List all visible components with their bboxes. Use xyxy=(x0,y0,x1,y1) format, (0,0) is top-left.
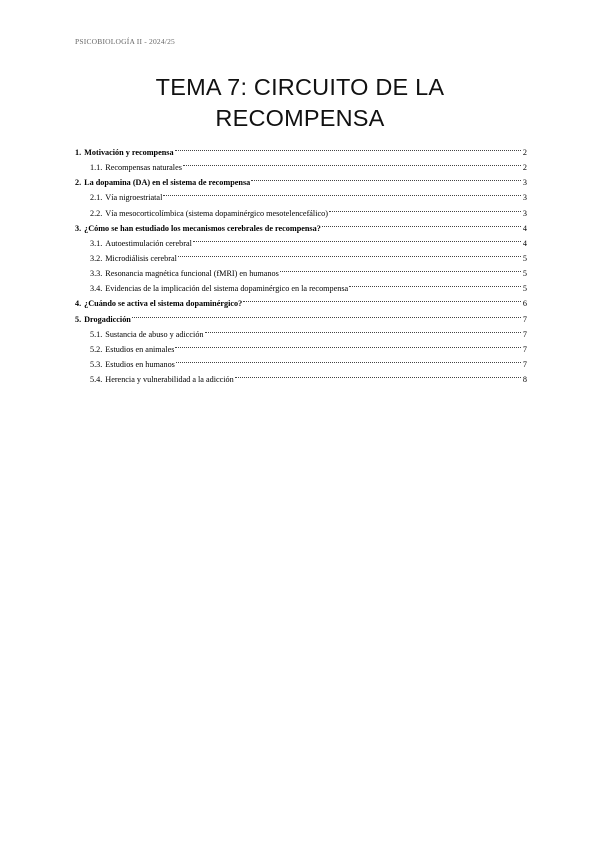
toc-page-number: 7 xyxy=(522,359,527,369)
toc-page-number: 5 xyxy=(522,284,527,294)
toc-dot-leader xyxy=(175,140,521,155)
toc-entry-number: 1. xyxy=(75,148,82,157)
toc-subsection-entry[interactable] xyxy=(75,322,527,337)
toc-page-number: 3 xyxy=(522,178,527,188)
toc-section-entry[interactable] xyxy=(75,140,527,155)
toc-dot-leader xyxy=(176,352,521,367)
toc-entry-number: 3.3. xyxy=(90,269,103,279)
toc-dot-leader xyxy=(183,155,521,170)
toc-page-number: 4 xyxy=(522,223,527,233)
toc-entry-title: Estudios en animales xyxy=(105,344,175,354)
toc-page-number: 4 xyxy=(522,238,527,248)
toc-page-number: 3 xyxy=(522,193,527,203)
document-title-line-1: TEMA 7: CIRCUITO DE LA xyxy=(155,74,445,100)
toc-dot-leader xyxy=(132,307,521,322)
table-of-contents xyxy=(75,140,527,385)
toc-dot-leader xyxy=(349,276,521,291)
toc-entry-number: 5.1. xyxy=(90,329,103,339)
toc-entry-number: 5.4. xyxy=(90,375,103,385)
toc-entry-number: 1.1. xyxy=(90,163,103,173)
toc-entry-number: 3.1. xyxy=(90,238,103,248)
toc-entry-number: 2.1. xyxy=(90,193,103,203)
toc-entry-title: La dopamina (DA) en el sistema de recompensa xyxy=(84,178,251,188)
toc-entry-title: Autoestimulación cerebral xyxy=(105,238,192,248)
toc-entry-number: 5. xyxy=(75,314,82,324)
toc-dot-leader xyxy=(251,170,521,185)
toc-dot-leader xyxy=(205,322,521,337)
toc-entry-number: 3.4. xyxy=(90,284,103,294)
toc-entry-title: Recompensas naturales xyxy=(105,163,182,173)
toc-entry-title: Motivación y recompensa xyxy=(84,148,174,157)
toc-entry-title: Sustancia de abuso y adicción xyxy=(105,329,204,339)
toc-page-number: 2 xyxy=(522,163,527,173)
toc-entry-number: 4. xyxy=(75,299,82,309)
toc-entry-title: Drogadicción xyxy=(84,314,131,324)
toc-page-number: 7 xyxy=(522,329,527,339)
toc-entry-title: Resonancia magnética funcional (fMRI) en humanos xyxy=(105,269,279,279)
toc-dot-leader xyxy=(329,201,521,216)
toc-dot-leader xyxy=(243,291,521,306)
toc-page-number: 2 xyxy=(522,148,527,157)
toc-entry-number: 5.2. xyxy=(90,344,103,354)
toc-entry-title: Estudios en humanos xyxy=(105,359,175,369)
toc-dot-leader xyxy=(178,246,521,261)
toc-entry-title: ¿Cuándo se activa el sistema dopaminérgico? xyxy=(84,299,243,309)
toc-page-number: 5 xyxy=(522,253,527,263)
toc-entry-title: Vía mesocorticolímbica (sistema dopaminérgico mesotelencefálico) xyxy=(105,208,328,218)
toc-entry-title: ¿Cómo se han estudiado los mecanismos cerebrales de recompensa? xyxy=(84,223,321,233)
toc-entry-title: Vía nigroestriatal xyxy=(105,193,163,203)
document-title xyxy=(0,72,600,134)
toc-dot-leader xyxy=(193,231,521,246)
toc-dot-leader xyxy=(280,261,521,276)
running-header: PSICOBIOLOGÍA II - 2024/25 xyxy=(75,37,175,46)
toc-dot-leader xyxy=(235,367,521,382)
toc-dot-leader xyxy=(322,216,521,231)
toc-entry-title: Herencia y vulnerabilidad a la adicción xyxy=(105,375,234,385)
toc-page-number: 8 xyxy=(522,375,527,385)
toc-entry-title: Microdiálisis cerebral xyxy=(105,253,177,263)
toc-entry-title: Evidencias de la implicación del sistema dopaminérgico en la recompensa xyxy=(105,284,349,294)
toc-entry-number: 2.2. xyxy=(90,208,103,218)
toc-entry-number: 3.2. xyxy=(90,253,103,263)
toc-page-number: 6 xyxy=(522,299,527,309)
toc-page-number: 7 xyxy=(522,344,527,354)
toc-dot-leader xyxy=(163,185,521,200)
document-title-line-2: RECOMPENSA xyxy=(215,105,385,131)
toc-entry-number: 2. xyxy=(75,178,82,188)
toc-entry-number: 3. xyxy=(75,223,82,233)
toc-section-entry[interactable] xyxy=(75,307,527,322)
toc-entry-number: 5.3. xyxy=(90,359,103,369)
toc-page-number: 7 xyxy=(522,314,527,324)
toc-dot-leader xyxy=(175,337,521,352)
toc-page-number: 3 xyxy=(522,208,527,218)
toc-page-number: 5 xyxy=(522,269,527,279)
